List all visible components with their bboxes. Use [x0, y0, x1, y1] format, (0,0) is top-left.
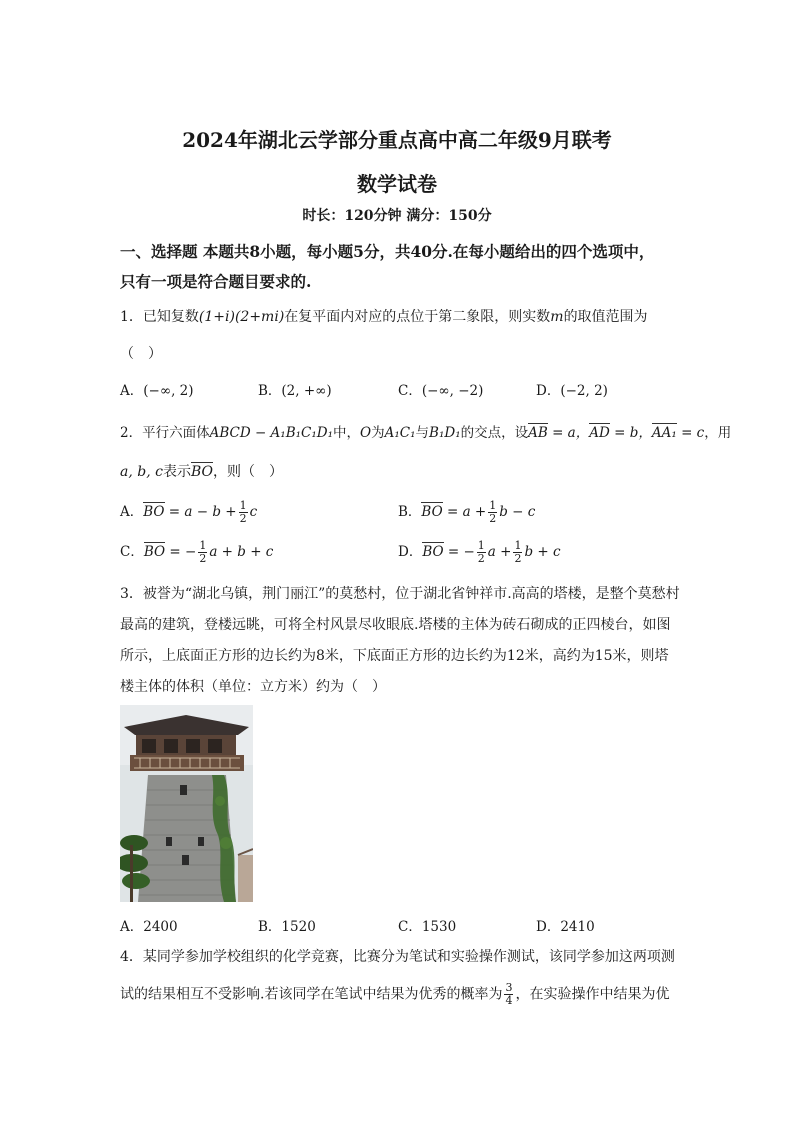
- q2-vec-ab: AB: [528, 425, 548, 441]
- q2-option-b[interactable]: [398, 500, 535, 525]
- q2-d-half-1: [477, 540, 486, 565]
- q1-option-d[interactable]: D．(−2, 2): [536, 383, 608, 399]
- question-1-stem: [120, 306, 648, 326]
- q2-mid1: 中，: [333, 425, 361, 441]
- exam-subject: 数学试卷: [357, 172, 437, 196]
- q2-vec-bo: BO: [190, 464, 213, 480]
- exam-title: 2024年湖北云学部分重点高中高二年级9月联考: [182, 128, 612, 152]
- section-heading-line1: 一、选择题 本题共8小题，每小题5分，共40分.在每小题给出的四个选项中，: [120, 242, 655, 261]
- q2-d-half2-den: 2: [514, 552, 522, 565]
- q2-a-half-num: 1: [239, 499, 247, 512]
- q3-line4: 楼主体的体积（单位：立方米）约为（ ）: [120, 679, 386, 695]
- q2-ac: A₁C₁: [384, 425, 416, 441]
- q4-line2: [120, 982, 669, 1007]
- q2-b-label: B．: [398, 504, 422, 520]
- q2-a-half: [239, 500, 248, 525]
- q2-eq1: = a，: [547, 425, 590, 441]
- q2-c-label: C．: [120, 544, 144, 560]
- q1-post: 的取值范围为: [563, 309, 648, 325]
- q2-d-half-2: [513, 540, 522, 565]
- q1-paren: （ ）: [120, 346, 162, 362]
- q4-frac-den: 4: [505, 994, 513, 1007]
- q2-d-half1-den: 2: [477, 552, 485, 565]
- q2-d-rhs1: = −: [447, 544, 475, 560]
- q4-line1: 4．某同学参加学校组织的化学竞赛，比赛分为笔试和实验操作测试，该同学参加这两项测: [120, 949, 675, 965]
- question-2-stem: [120, 421, 731, 441]
- q1-option-b[interactable]: B．(2, +∞): [258, 383, 332, 399]
- q2-vec-aa1: AA₁: [651, 425, 677, 441]
- q2-line2-end: ，则（ ）: [212, 464, 283, 480]
- q2-c-half: [198, 540, 207, 565]
- q2-a-label: A．: [120, 504, 144, 520]
- q2-d-label: D．: [398, 544, 423, 560]
- q1-var: m: [550, 309, 564, 325]
- q2-vec-ad: AD: [589, 425, 610, 441]
- q2-pre: 2．平行六面体: [120, 425, 210, 441]
- q2-d-rhs2: a +: [487, 544, 512, 560]
- q2-option-d[interactable]: [398, 540, 561, 565]
- q2-vars: a, b, c: [120, 464, 163, 480]
- q2-d-half1-num: 1: [477, 539, 485, 552]
- q2-option-a[interactable]: [120, 500, 257, 525]
- q2-bd: B₁D₁: [429, 425, 461, 441]
- q4-frac-num: 3: [505, 981, 513, 994]
- q2-mid2: 为: [371, 425, 385, 441]
- q2-d-half2-num: 1: [514, 539, 522, 552]
- q2-a-lhs: BO: [143, 504, 165, 520]
- q3-line1: 3．被誉为“湖北乌镇，荆门丽江”的莫愁村，位于湖北省钟祥市.高高的塔楼，是整个莫愁村: [120, 586, 680, 602]
- q2-option-c[interactable]: [120, 540, 273, 565]
- q3-option-c[interactable]: C．1530: [398, 919, 457, 935]
- q2-b-lhs: BO: [421, 504, 443, 520]
- tower-photo: [120, 705, 253, 902]
- q3-option-d[interactable]: D．2410: [536, 919, 595, 935]
- q1-mid: 在复平面内对应的点位于第二象限，则实数: [284, 309, 551, 325]
- q2-a-half-den: 2: [239, 512, 247, 525]
- q2-mid4: 的交点，设: [460, 425, 529, 441]
- q2-line2-mid: 表示: [162, 464, 191, 480]
- q2-b-rhs1: = a +: [446, 504, 487, 520]
- q1-option-a[interactable]: A．(−∞, 2): [120, 383, 194, 399]
- q2-c-rhs1: = −: [169, 544, 197, 560]
- q2-eq3: = c: [676, 425, 705, 441]
- q1-pre: 1．已知复数: [120, 309, 199, 325]
- q2-eq2: = b，: [609, 425, 652, 441]
- q1-expr: (1+i)(2+mi): [198, 309, 285, 325]
- q2-a-rhs1: = a − b +: [168, 504, 237, 520]
- q2-d-lhs: BO: [422, 544, 444, 560]
- q2-solid: ABCD − A₁B₁C₁D₁: [209, 425, 334, 441]
- q2-b-half-den: 2: [489, 512, 497, 525]
- q2-c-rhs2: a + b + c: [209, 544, 274, 560]
- q2-c-half-den: 2: [199, 552, 207, 565]
- q2-d-rhs3: b + c: [524, 544, 561, 560]
- q4-line2-post: ，在实验操作中结果为优: [515, 986, 670, 1003]
- q2-b-half: [488, 500, 497, 525]
- q2-tail: ，用: [704, 425, 732, 441]
- q4-line2-pre: 试的结果相互不受影响.若该同学在笔试中结果为优秀的概率为: [120, 986, 503, 1003]
- q2-point-o: O: [360, 425, 372, 441]
- q2-c-half-num: 1: [199, 539, 207, 552]
- question-2-stem-line2: [120, 461, 283, 481]
- q3-option-b[interactable]: B．1520: [258, 919, 316, 935]
- q3-option-a[interactable]: A．2400: [120, 919, 178, 935]
- q3-line2: 最高的建筑，登楼远眺，可将全村风景尽收眼底.塔楼的主体为砖石砌成的正四棱台，如图: [120, 617, 671, 633]
- q2-mid3: 与: [415, 425, 430, 441]
- exam-info: 时长：120分钟 满分：150分: [302, 208, 492, 224]
- section-heading-line2: 只有一项是符合题目要求的.: [120, 272, 312, 291]
- q2-b-half-num: 1: [489, 499, 497, 512]
- q3-line3: 所示，上底面正方形的边长约为8米，下底面正方形的边长约为12米，高约为15米，则塔: [120, 648, 669, 664]
- q2-c-lhs: BO: [143, 544, 166, 560]
- q1-option-c[interactable]: C．(−∞, −2): [398, 383, 484, 399]
- q2-a-rhs2: c: [249, 504, 258, 520]
- q2-b-rhs2: b − c: [499, 504, 536, 520]
- q4-fraction: [504, 982, 513, 1007]
